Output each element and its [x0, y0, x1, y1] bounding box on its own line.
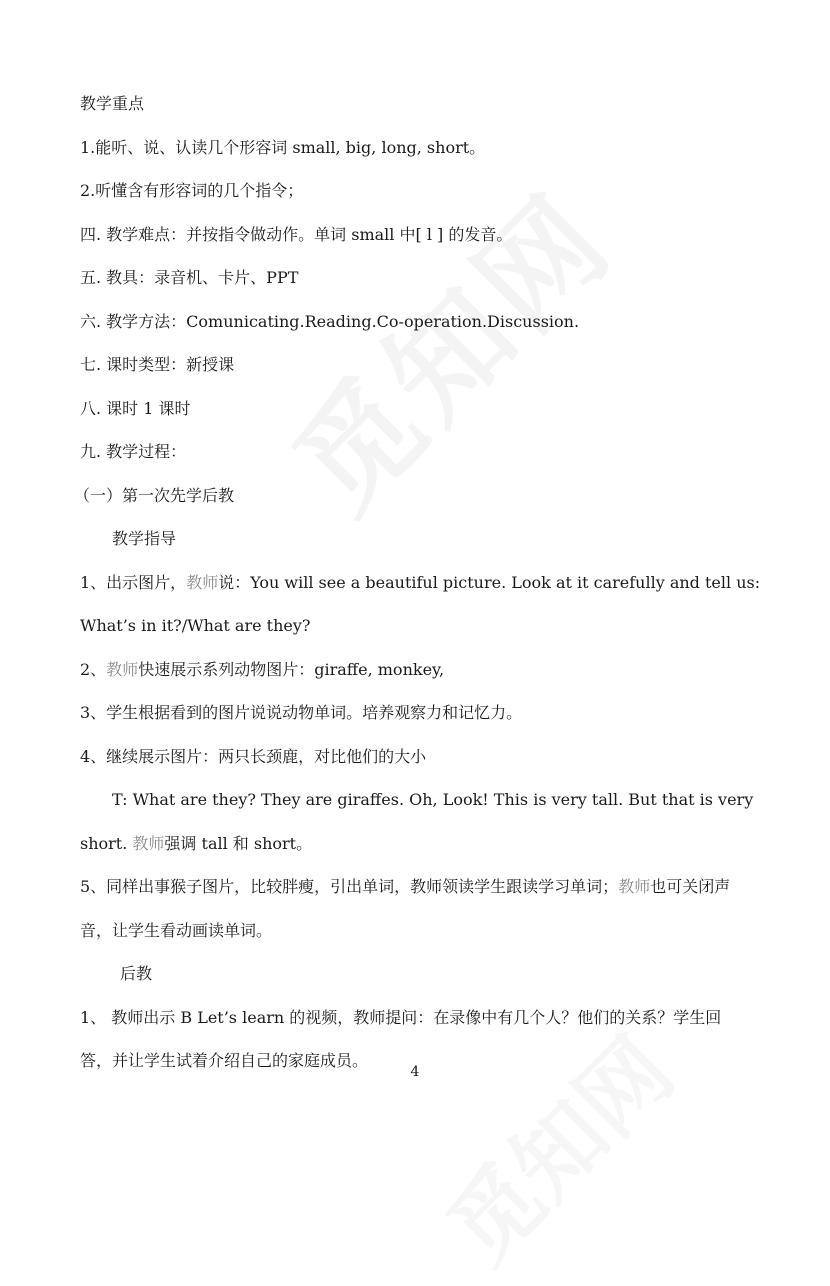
text-span: 快速展示系列动物图片：giraffe, monkey,	[138, 660, 445, 679]
text-span: 强调 tall 和 short。	[164, 834, 313, 853]
text-line: 3、学生根据看到的图片说说动物单词。培养观察力和记忆力。	[80, 703, 523, 722]
section-heading-key-points: 教学重点	[80, 94, 145, 113]
text-line: （一）第一次先学后教	[74, 486, 235, 505]
text-line: 六. 教学方法：Comunicating.Reading.Co-operation.Discussion.	[80, 312, 580, 331]
text-span: 也可关闭声	[650, 877, 731, 896]
text-line	[80, 571, 760, 595]
teacher-highlight: 教师	[106, 660, 139, 679]
text-line: What’s in it?/What are they?	[80, 616, 311, 635]
text-line: 音，让学生看动画读单词。	[80, 921, 273, 940]
page-number: 4	[410, 1064, 420, 1080]
text-span: 5、同样出事猴子图片，比较胖瘦，引出单词，教师领读学生跟读学习单词；	[80, 877, 619, 896]
text-line	[80, 658, 444, 682]
text-line: 4、继续展示图片：两只长颈鹿，对比他们的大小	[80, 747, 427, 766]
text-line: 答，并让学生试着介绍自己的家庭成员。	[80, 1051, 369, 1070]
text-line: 八. 课时 1 课时	[80, 399, 191, 418]
text-line: 四. 教学难点：并按指令做动作。单词 small 中[ l ] 的发音。	[80, 225, 513, 244]
text-line: 七. 课时类型：新授课	[80, 355, 235, 374]
text-line	[80, 875, 730, 899]
text-line	[80, 832, 312, 856]
text-line: 九. 教学过程：	[80, 442, 187, 461]
subheading-after-teaching: 后教	[120, 964, 153, 983]
watermark	[250, 149, 643, 542]
teacher-highlight: 教师	[132, 834, 165, 853]
text-span: 1、出示图片，	[80, 573, 187, 592]
text-span: short.	[80, 834, 133, 853]
text-line: 1、 教师出示 B Let’s learn 的视频，教师提问：在录像中有几个人？他们的关系？学生回	[80, 1008, 722, 1027]
text-span: 2、	[80, 660, 107, 679]
subheading-guidance: 教学指导	[112, 529, 177, 548]
text-span: 说：You will see a beautiful picture. Look at it carefully and tell us:	[218, 573, 761, 592]
text-line: 1.能听、说、认读几个形容词 small, big, long, short。	[80, 138, 486, 157]
text-line: 五. 教具：录音机、卡片、PPT	[80, 268, 299, 287]
text-line: T: What are they? They are giraffes. Oh, Look! This is very tall. But that is very	[112, 790, 754, 809]
teacher-highlight: 教师	[186, 573, 219, 592]
watermark-bottom	[414, 1004, 697, 1286]
teacher-highlight: 教师	[618, 877, 651, 896]
text-line: 2.听懂含有形容词的几个指令；	[80, 181, 304, 200]
